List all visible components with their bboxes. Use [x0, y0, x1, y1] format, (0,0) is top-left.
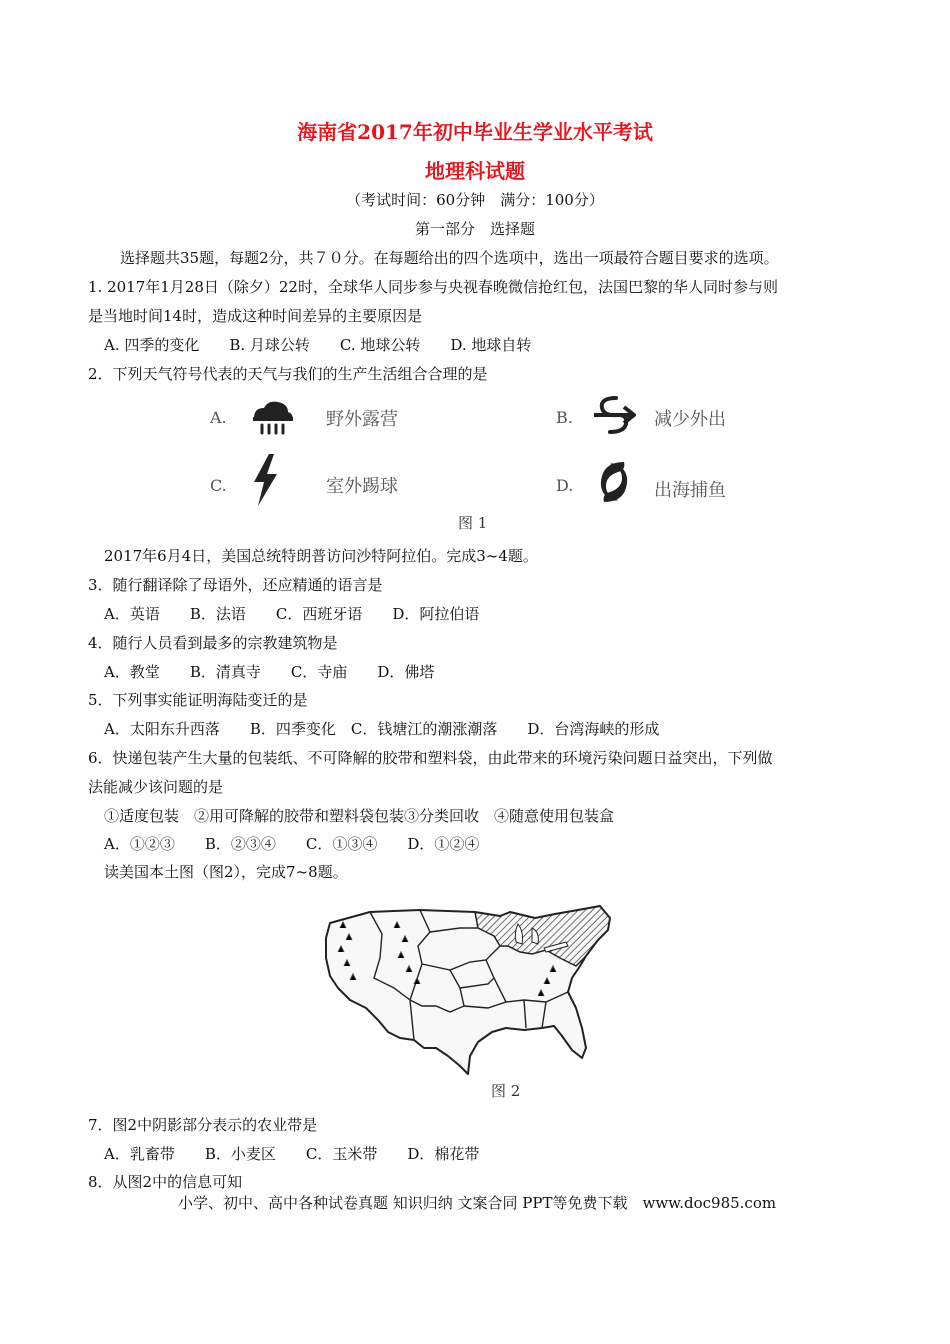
figure-2-caption: 图 2	[491, 1082, 521, 1100]
q4-options: A．教堂 B．清真寺 C．寺庙 D．佛塔	[104, 663, 435, 681]
q3-options: A．英语 B．法语 C．西班牙语 D．阿拉伯语	[104, 605, 480, 623]
q4-stem: 4．随行人员看到最多的宗教建筑物是	[88, 634, 338, 652]
exam-title: 海南省2017年初中毕业生学业水平考试	[297, 120, 653, 144]
usa-map-figure	[310, 888, 640, 1098]
option-d-letter: D.	[556, 476, 574, 495]
option-c-letter: C.	[210, 476, 227, 495]
q7-options: A．乳畜带 B．小麦区 C．玉米带 D．棉花带	[104, 1145, 480, 1163]
option-b-letter: B.	[556, 408, 573, 427]
q2-stem: 2．下列天气符号代表的天气与我们的生产生活组合合理的是	[88, 365, 488, 383]
q8-stem: 8．从图2中的信息可知	[88, 1173, 243, 1191]
q1-stem-line1: 1. 2017年1月28日（除夕）22时，全球华人同步参与央视春晚微信抢红包，法国巴黎的华人同时参与则	[88, 278, 778, 296]
option-c-text: 室外踢球	[326, 476, 398, 497]
q6-choices: ①适度包装 ②用可降解的胶带和塑料袋包装③分类回收 ④随意使用包装盒	[104, 807, 615, 825]
context-7-8: 读美国本土图（图2），完成7~8题。	[104, 863, 348, 881]
q6-options: A．①②③ B．②③④ C．①③④ D．①②④	[104, 835, 480, 853]
rain-cloud-icon	[250, 398, 294, 436]
option-d-text: 出海捕鱼	[654, 480, 726, 501]
lightning-icon	[250, 454, 280, 506]
q6-stem-line2: 法能减少该问题的是	[88, 778, 224, 796]
context-3-4: 2017年6月4日，美国总统特朗普访问沙特阿拉伯。完成3~4题。	[104, 547, 538, 565]
option-a-letter: A.	[210, 408, 227, 427]
wind-icon	[592, 394, 638, 436]
exam-info: （考试时间：60分钟 满分：100分）	[346, 191, 604, 209]
option-a-text: 野外露营	[326, 409, 398, 430]
q5-options: A．太阳东升西落 B．四季变化 C．钱塘江的潮涨潮落 D．台湾海峡的形成	[104, 720, 660, 738]
q6-stem-line1: 6．快递包装产生大量的包装纸、不可降解的胶带和塑料袋，由此带来的环境污染问题日益突出，下列做	[88, 749, 773, 767]
subject-title: 地理科试题	[425, 159, 525, 183]
q7-stem: 7．图2中阴影部分表示的农业带是	[88, 1116, 318, 1134]
option-b-text: 减少外出	[654, 409, 726, 430]
q1-stem-line2: 是当地时间14时，造成这种时间差异的主要原因是	[88, 307, 423, 325]
typhoon-icon	[594, 460, 634, 504]
figure-1-caption: 图 1	[458, 514, 488, 532]
q5-stem: 5．下列事实能证明海陆变迁的是	[88, 691, 308, 709]
page-footer: 小学、初中、高中各种试卷真题 知识归纳 文案合同 PPT等免费下载 www.doc985.com	[178, 1194, 777, 1212]
q3-stem: 3．随行翻译除了母语外，还应精通的语言是	[88, 576, 383, 594]
q1-options: A. 四季的变化 B. 月球公转 C. 地球公转 D. 地球自转	[104, 336, 532, 354]
instructions: 选择题共35题，每题2分，共７０分。在每题给出的四个选项中，选出一项最符合题目要求的选项。	[120, 249, 779, 267]
section-heading: 第一部分 选择题	[414, 220, 535, 238]
